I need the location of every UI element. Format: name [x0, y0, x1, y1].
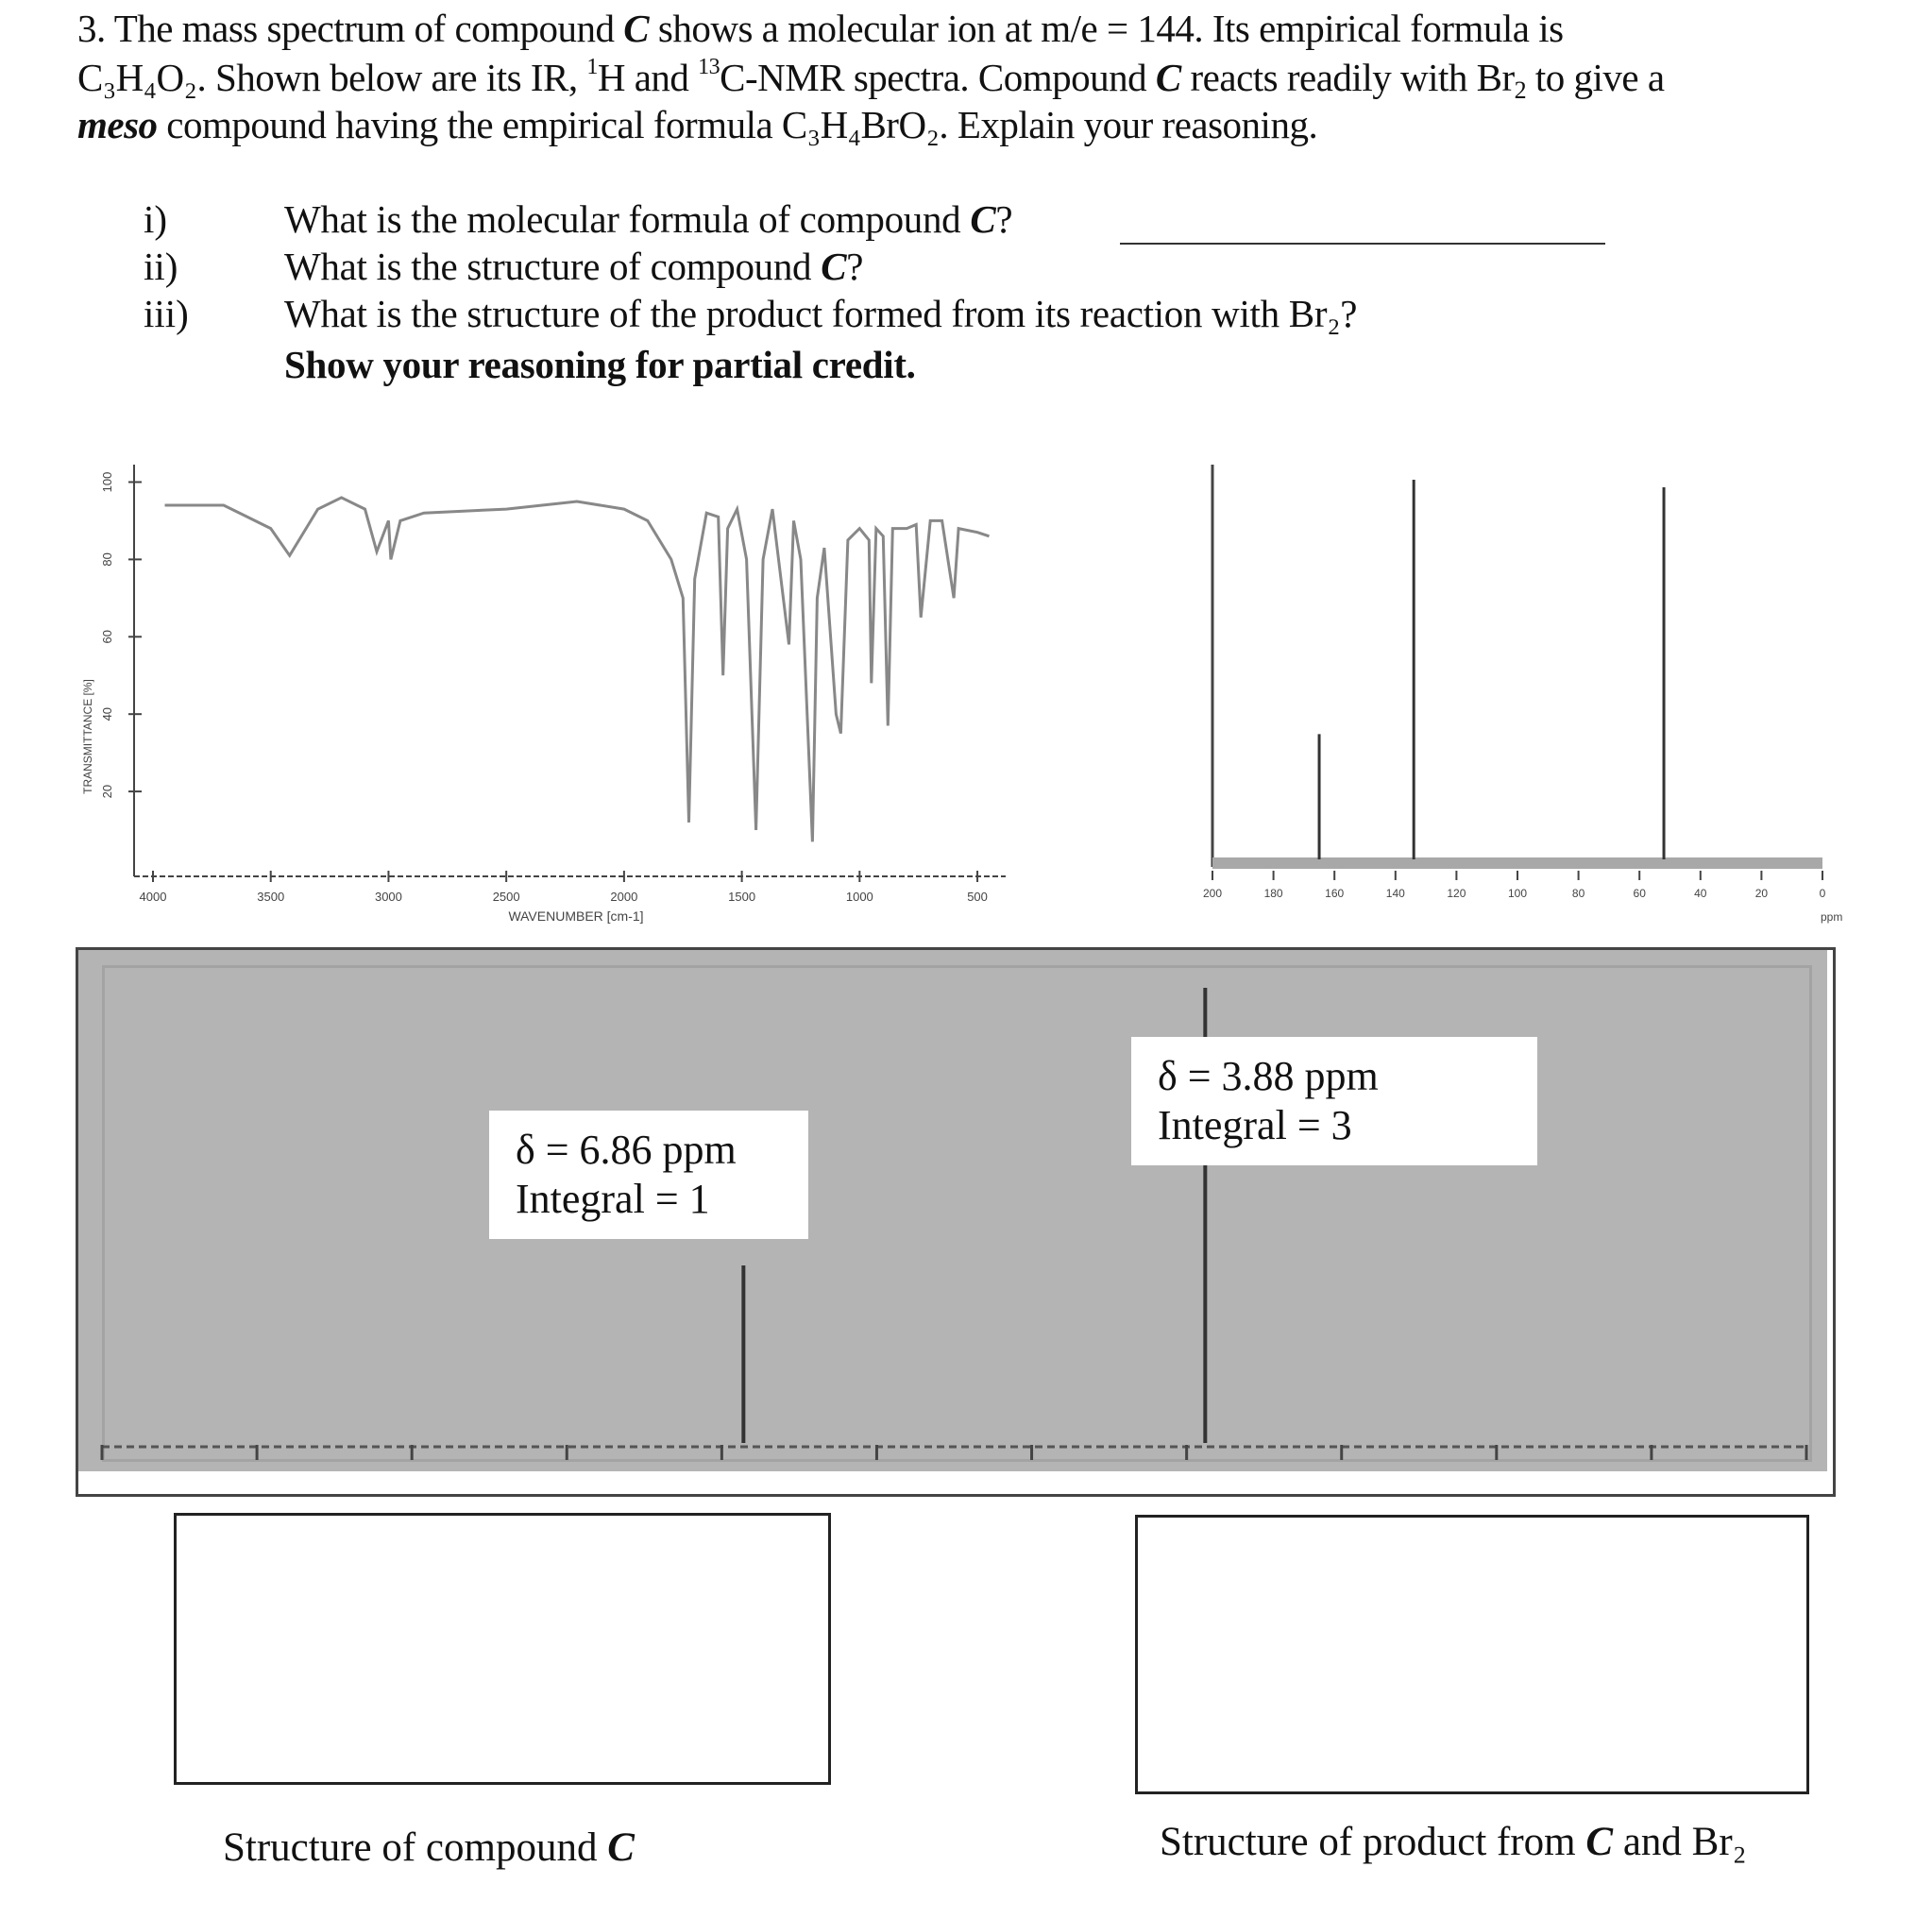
- question-text: 3. The mass spectrum of compound: [77, 7, 624, 50]
- ir-x-tick-label: 1000: [845, 890, 873, 904]
- c13-x-tick-label: 0: [1819, 887, 1826, 900]
- subq-number: iii): [144, 292, 189, 335]
- c13-axes: [1203, 465, 1826, 900]
- answer-blank-line[interactable]: [1120, 243, 1605, 245]
- subq-number: ii): [144, 245, 178, 288]
- c13-x-tick-label: 80: [1571, 887, 1585, 900]
- question-line-2: [77, 53, 1665, 102]
- superscript: 13: [698, 55, 720, 79]
- product-formula: C₃H₄BrO₂: [781, 103, 940, 146]
- superscript: 1: [586, 55, 598, 79]
- ir-y-axis-label: TRANSMITTANCE [%]: [81, 679, 94, 794]
- c13-x-tick-label: 20: [1754, 887, 1769, 900]
- ir-y-tick-label: 40: [100, 706, 114, 721]
- c13-x-tick-label: 200: [1202, 887, 1223, 900]
- question-line-1: [77, 4, 1564, 53]
- ir-axes: [100, 465, 1006, 904]
- c13-x-tick-label: 60: [1633, 887, 1646, 900]
- question-text: reacts readily with Br: [1180, 56, 1515, 99]
- ir-x-tick-label: 2500: [492, 890, 520, 904]
- subq-text: ?: [1340, 292, 1358, 335]
- subscript: 2: [1514, 76, 1527, 104]
- ir-x-tick-label: 2000: [610, 890, 638, 904]
- subq-text: What is the structure of compound: [284, 245, 822, 288]
- c13-nmr-chart: [1180, 444, 1860, 935]
- question-text: to give a: [1526, 56, 1665, 99]
- c13-baseline: [1212, 857, 1822, 869]
- question-text: shows a molecular ion at m/e = 144. Its empirical formula is: [649, 7, 1564, 50]
- subscript: ₂: [1327, 292, 1341, 335]
- c13-x-tick-label: 140: [1385, 887, 1405, 900]
- integral-label: Integral = 1: [516, 1176, 710, 1222]
- compound-letter: C: [1585, 1820, 1614, 1864]
- question-line-3: [77, 100, 1317, 149]
- question-text: . Explain your reasoning.: [939, 103, 1318, 146]
- c13-x-tick-label: 120: [1447, 887, 1466, 900]
- subq-text-1: [284, 196, 1012, 242]
- h1-peak-label-2: [1131, 1037, 1537, 1165]
- question-text: compound having the empirical formula: [157, 103, 782, 146]
- compound-letter: C: [970, 197, 996, 241]
- h1-peak-label-1: [489, 1111, 808, 1239]
- ir-x-axis-label: WAVENUMBER [cm-1]: [508, 908, 644, 924]
- c13-x-tick-label: 180: [1263, 887, 1283, 900]
- subq-number: i): [144, 197, 168, 241]
- c13-x-tick-label: 160: [1325, 887, 1345, 900]
- compound-letter: C: [1155, 56, 1181, 99]
- ir-x-tick-label: 1500: [728, 890, 756, 904]
- c13-x-axis-label: ppm: [1821, 910, 1843, 924]
- h1-axes: [102, 1445, 1806, 1460]
- ir-x-tick-label: 4000: [139, 890, 167, 904]
- ir-y-tick-label: 60: [100, 630, 114, 644]
- ir-y-tick-label: 100: [100, 471, 114, 493]
- question-text: . Shown below are its IR,: [196, 56, 587, 99]
- ir-x-tick-label: 500: [967, 890, 988, 904]
- answer-box-product[interactable]: [1135, 1515, 1809, 1794]
- ir-x-tick-label: 3500: [257, 890, 285, 904]
- ir-spectrum-chart: [76, 444, 1020, 935]
- subq-text-2: [284, 244, 863, 289]
- subq-text: ?: [846, 245, 864, 288]
- ir-y-tick-label: 80: [100, 552, 114, 567]
- caption-compound-c: [223, 1825, 635, 1871]
- ir-spectrum-line: [165, 498, 990, 841]
- c13-x-tick-label: 100: [1507, 887, 1528, 900]
- c13-peaks: [1319, 480, 1664, 859]
- caption-text: Structure of compound: [223, 1825, 608, 1870]
- compound-letter: C: [821, 245, 847, 288]
- question-text: H and: [597, 56, 699, 99]
- caption-text: Structure of product from: [1160, 1820, 1586, 1864]
- answer-box-compound-c[interactable]: [174, 1513, 831, 1785]
- credit-note: Show your reasoning for partial credit.: [284, 343, 916, 386]
- chemical-shift-label: δ = 3.88 ppm: [1158, 1053, 1379, 1099]
- subq-text-3: [284, 291, 1357, 336]
- caption-product: [1160, 1819, 1747, 1865]
- question-text: C-NMR spectra. Compound: [720, 56, 1156, 99]
- c13-x-tick-label: 40: [1694, 887, 1707, 900]
- subq-text: ?: [995, 197, 1013, 241]
- compound-letter: C: [607, 1825, 635, 1870]
- h1-nmr-chart: [78, 950, 1827, 1471]
- subq-text: What is the molecular formula of compound: [284, 197, 971, 241]
- ir-x-tick-label: 3000: [374, 890, 402, 904]
- integral-label: Integral = 3: [1158, 1102, 1352, 1148]
- chemical-shift-label: δ = 6.86 ppm: [516, 1127, 737, 1173]
- caption-text: and Br₂: [1613, 1820, 1747, 1864]
- subq-text: What is the structure of the product formed from its reaction with Br: [284, 292, 1328, 335]
- compound-letter: C: [623, 7, 650, 50]
- meso-word: meso: [77, 103, 158, 146]
- empirical-formula: C₃H₄O₂: [77, 56, 197, 99]
- ir-y-tick-label: 20: [100, 784, 114, 799]
